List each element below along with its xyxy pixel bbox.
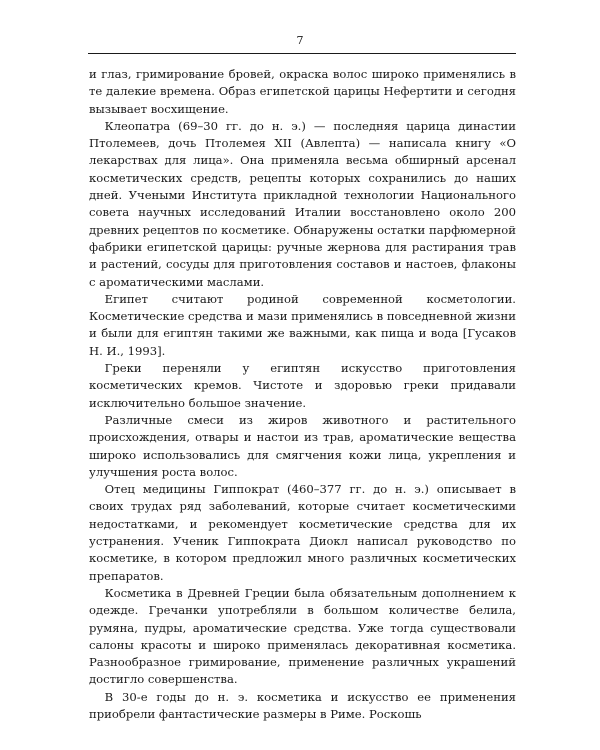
paragraph-hippocrates: Отец медицины Гиппократ (460–377 гг. до н. э.) описывает в своих трудах ряд заболеваний, которые считает косметическими недостатками, и рекомендует косметические средства для их устранения. Ученик Гиппократа Диокл написал руководство по косметике, в котором предложил много различных косметических препаратов. bbox=[89, 482, 516, 583]
page-number: 7 bbox=[296, 34, 304, 47]
paragraph-rome: В 30-е годы до н. э. косметика и искусство ее применения приобрели фантастические размеры в Риме. Роскошь bbox=[89, 689, 516, 721]
paragraph-greeks: Греки переняли у египтян искусство приготовления косметических кремов. Чистоте и здоровью греки придавали исключительно большое значение. bbox=[89, 361, 516, 410]
header-rule bbox=[88, 53, 516, 54]
paragraph-mixtures: Различные смеси из жиров животного и растительного происхождения, отвары и настои из трав, ароматические вещества широко использовались для смягчения кожи лица, укрепления и улучшения роста волос. bbox=[89, 412, 516, 479]
paragraph-egypt: Египет считают родиной современной косметологии. Косметические средства и мази применялись в повседневной жизни и были для египтян такими же важными, как пища и вода [Гусаков Н. И., 1993]. bbox=[89, 291, 516, 358]
paragraph-cleopatra: Клеопатра (69–30 гг. до н. э.) — последняя царица династии Птолемеев, дочь Птолемея XII (Авлепта) — написала книгу «О лекарствах для лица». Она применяла весьма обширный арсенал косметических средств, рецепты которых сохранились до наших дней. Учеными Института прикладной технологии Национального совета научных исследований Италии восстановлено около 200 древних рецептов по косметике. Обнаружены остатки парфюмерной фабрики египетской царицы: ручные жернова для растирания трав и растений, сосуды для приготовления составов и настоев, флаконы с ароматическими маслами. bbox=[89, 118, 516, 289]
paragraph-ancient-greece: Косметика в Древней Греции была обязательным дополнением к одежде. Гречанки употребляли в большом количестве белила, румяна, пудры, ароматические средства. Уже тогда существовали салоны красоты и широко применялась декоративная косметика. Разнообразное гримирование, применение различных украшений достигло совершенства. bbox=[89, 585, 516, 687]
paragraph-continuation: и глаз, гримирование бровей, окраска волос широко применялись в те далекие времена. Образ египетской царицы Нефертити и сегодня вызывает восхищение. bbox=[89, 67, 516, 116]
body-text bbox=[89, 66, 516, 723]
